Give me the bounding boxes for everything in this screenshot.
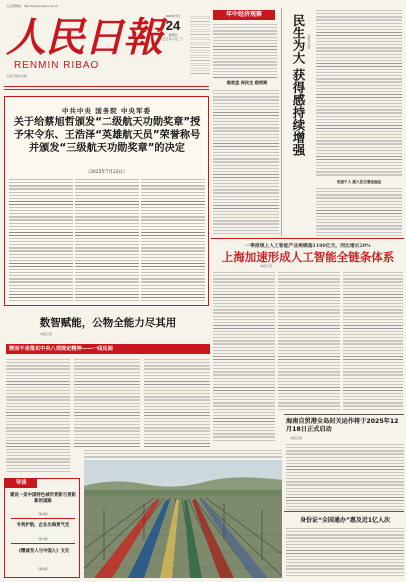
lead-date: （2025年7月23日）	[85, 170, 128, 175]
edition-info	[190, 14, 210, 74]
column-label: 年中经济观察	[213, 10, 275, 20]
rail-yard-photo	[84, 460, 282, 578]
index-label: 导读	[5, 479, 37, 488]
section3-headline: 锲而不舍落实中央八项规定精神——一线见闻	[6, 344, 210, 354]
issue-year-month: 2025年7月	[165, 14, 181, 18]
commentary-footer-title: 党建千人 跟大民生增进福祉	[336, 180, 382, 184]
column-body-text-2	[213, 88, 279, 236]
middle-byline: 本报记者	[260, 264, 273, 268]
column-divider	[281, 8, 282, 236]
id-rule	[284, 511, 404, 512]
commentary-headline: 民生为大 获得感持续增强	[291, 14, 306, 156]
lead-issuers: 中共中央 国务院 中央军委	[61, 107, 152, 115]
issue-weekday: 星期四	[168, 33, 178, 37]
masthead-rule-thin	[4, 89, 209, 90]
middle-subheadline: 一季度规上人工智能产业规模超1180亿元，同比增长29%	[245, 243, 371, 249]
commentary-author: 本报评论员	[307, 34, 311, 49]
column-body-text	[213, 22, 277, 78]
newspaper-pinyin: RENMIN RIBAO	[14, 60, 100, 71]
rail-yard-illustration	[84, 460, 282, 578]
middle-body-col-1	[213, 270, 275, 442]
index-item-3[interactable]: 《精诚至人与中国人》文化	[16, 549, 70, 554]
lead-body-col-3	[141, 177, 205, 301]
photo-caption	[84, 448, 282, 458]
lead-body-col-2	[75, 177, 139, 301]
index-item-1[interactable]: 建设一条中国特色城市更新与更新新的道路	[10, 493, 76, 504]
section2-headline: 数智赋能，公物全能力尽其用	[39, 317, 177, 329]
index-divider	[11, 543, 75, 544]
masthead-rule	[4, 86, 209, 87]
hainan-headline: 海南自贸港全岛封关运作将于2025年12月18日正式启动	[286, 418, 399, 433]
issue-day: 24	[165, 18, 181, 33]
masthead-url: 人民网网址：http://www.people.com.cn	[6, 4, 59, 8]
hainan-byline: 本报记者	[290, 436, 303, 440]
newspaper-logo: 人民日報	[6, 14, 162, 61]
masthead-info: 人民日报社出版	[6, 74, 28, 78]
issue-lunar: 乙巳年六月三十	[162, 37, 184, 41]
middle-body-col-3	[343, 270, 403, 412]
index-item-2[interactable]: 专利护航，企业出海更气定	[16, 523, 70, 528]
section3-body-col-2	[74, 357, 140, 447]
index-divider	[11, 518, 75, 519]
lead-article	[4, 96, 209, 306]
index-box	[4, 478, 80, 578]
id-card-headline: 身份证“全国通办”惠及近1亿人次	[299, 517, 391, 524]
commentary-footer-text	[316, 186, 402, 236]
section3-body-col-1	[6, 357, 70, 473]
middle-headline: 上海加速形成人工智能全链条体系	[221, 250, 395, 264]
column-subtitle: 稳底盘 保民生 稳预期	[226, 80, 268, 85]
section2-byline: 本报记者	[40, 332, 53, 336]
hainan-rule	[284, 414, 404, 415]
hainan-body-text	[286, 442, 404, 510]
issue-date	[158, 14, 188, 41]
middle-rule	[211, 238, 404, 239]
lead-body-col-1	[9, 177, 73, 301]
index-item-3-page: （第8版）	[36, 567, 50, 571]
middle-body-col-2	[278, 270, 340, 412]
index-item-1-page: （第4版）	[36, 512, 50, 516]
index-item-2-page: （第7版）	[36, 537, 50, 541]
commentary-body-text	[316, 8, 402, 178]
id-card-body-text	[286, 526, 404, 578]
lead-headline: 关于给蔡旭哲颁发“二级航天功勋奖章”授予宋令东、王浩泽“英雄航天员”荣誉称号并颁发“三级航天功勋奖章”的决定	[13, 117, 201, 155]
section3-body-col-3	[144, 357, 210, 447]
